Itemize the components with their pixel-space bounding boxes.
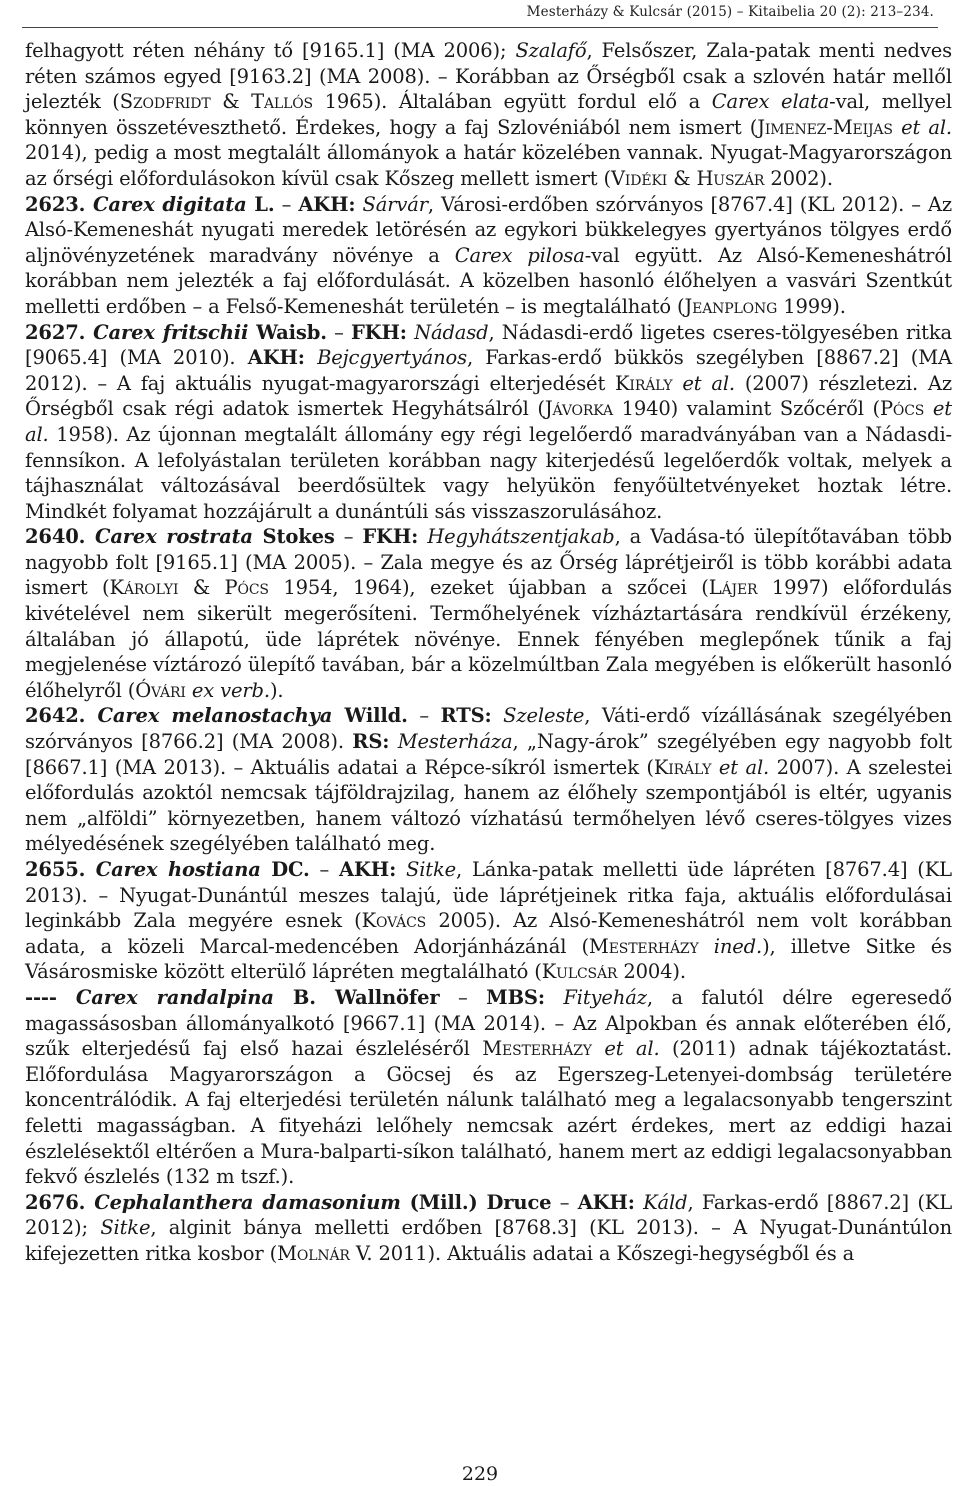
entry-2655: 2655. Carex hostiana DC. – AKH: Sitke, Lánka-patak melletti üde lápréten [8767.4] (KL 2013). – Nyugat-Dunántúl meszes talajú, üde láprétjeinek ritka faja, aktuális előfordulásai leginkább Zala megyére esnek (Kovács 2005). Az Alsó-Kemeneshátról nem volt korábban adata, a közeli Marcal-medencében Adorjánházánál (Mesterházy ined.), illetve Sitke és Vásárosmiske között elterülő lápréten megtalálható (Kulcsár 2004).: [25, 858, 952, 984]
header-divider: [22, 27, 938, 28]
entry-2642: 2642. Carex melanostachya Willd. – RTS: Szeleste, Váti-erdő vízállásának szegélyében szórványos [8766.2] (MA 2008). RS: Mesterháza, „Nagy-árok” szegélyében egy nagyobb folt [8667.1] (MA 2013). – Aktuális adatai a Répce-síkról ismertek (Király et al. 2007). A szelestei előfordulás azoktól nemcsak tájföldrajzilag, hanem az élőhely szempontjából is eltér, ugyanis nem „alföldi” környezetben, hanem változó vízhatású termőhelyen lévő cseres-tölgyes vizes mélyedésének szegélyében található meg.: [25, 704, 952, 856]
running-header: Mesterházy & Kulcsár (2015) – Kitaibelia 20 (2): 213–234.: [526, 4, 934, 20]
entry-2676: 2676. Cephalanthera damasonium (Mill.) Druce – AKH: Káld, Farkas-erdő [8867.2] (KL 2012); Sitke, alginit bánya melletti erdőben [8768.3] (KL 2013). – A Nyugat-Dunántúlon kifejezetten ritka kosbor (Molnár V. 2011). Aktuális adatai a Kőszegi-hegységből és a: [25, 1190, 953, 1265]
entry-2627: 2627. Carex fritschii Waisb. – FKH: Nádasd, Nádasdi-erdő ligetes cseres-tölgyesében ritka [9065.4] (MA 2010). AKH: Bejcgyertyános, Farkas-erdő bükkös szegélyben [8867.2] (MA 2012). – A faj aktuális nyugat-magyarországi elterjedését Király et al. (2007) részletezi. Az Őrségből csak régi adatok ismertek Hegyhátsálról (Jávorka 1940) valamint Szőcéről (Pócs et al. 1958). Az újonnan megtalált állomány egy régi legelőerdő maradványában van a Nádasdi-fennsíkon. A lefolyástalan területen korábban nagy kiterjedésű legelőerdők voltak, melyek a tájhasználat változásával beerdősültek vagy helyükön fenyőültetvényeket hoztak létre. Mindkét folyamat hozzájárult a dunántúli sás visszaszorulásához.: [25, 320, 953, 523]
entry-2623: 2623. Carex digitata L. – AKH: Sárvár, Városi-erdőben szórványos [8767.4] (KL 2012). – Az Alsó-Kemeneshát nyugati meredek letörésén az egykori bükkelegyes gyertyános tölgyes erdő aljnövényzetének maradvány növénye a Carex pilosa-val együtt. Az Alsó-Kemeneshátról korábban nem jelezték a faj előfordulását. A közelben hasonló élőhelyen a vasvári Szentkút melletti erdőben – a Felső-Kemeneshát területén – is megtalálható (Jeanplong 1999).: [25, 192, 952, 318]
page-number: 229: [461, 1463, 499, 1485]
paragraph-intro: felhagyott réten néhány tő [9165.1] (MA 2006); Szalafő, Felsőszer, Zala-patak menti nedves réten számos egyed [9163.2] (MA 2008). – Korábban az Őrségből csak a szlovén határ mellől jelezték (Szodfridt & Tallós 1965). Általában együtt fordul elő a Carex elata-val, mellyel könnyen összetéveszthető. Érdekes, hogy a faj Szlovéniából nem ismert (Jimenez-Meijas et al. 2014), pedig a most megtalált állományok a határ közelében vannak. Nyugat-Magyarországon az őrségi előfordulásokon kívül csak Kőszeg mellett ismert (Vidéki & Huszár 2002).: [25, 39, 953, 190]
entry-2640: 2640. Carex rostrata Stokes – FKH: Hegyhátszentjakab, a Vadása-tó ülepítőtavában több nagyobb folt [9165.1] (MA 2005). – Zala megye és az Őrség láprétjeiről is több korábbi adata ismert (Károlyi & Pócs 1954, 1964), ezeket újabban a szőcei (Lájer 1997) előfordulás kivételével nem sikerült megerősíteni. Termőhelyének vízháztartására rendkívül érzékeny, általában jó állapotú, üde láprétek növénye. Ennek fényében meglepőnek tűnik a faj megjelenése víztározó ülepítő tavában, bár a közelmúltban Zala megyében is előkerült hasonló élőhelyről (Óvári ex verb.).: [25, 525, 953, 702]
entry-randalpina: ---- Carex randalpina B. Wallnöfer – MBS: Fityeház, a falutól délre egeresedő magassásosban állományalkotó [9667.1] (MA 2014). – Az Alpokban és annak előterében élő, szűk elterjedésű faj első hazai észleléséről Mesterházy et al. (2011) adnak tájékoztatást. Előfordulása Magyarországon a Göcsej és az Egerszeg-Letenyei-dombság területére koncentrálódik. A faj elterjedési területén nálunk található meg a legalacsonyabb tengerszint feletti magasságban. A fityeházi lelőhely nemcsak azért érdekes, mert az eddigi hazai észlelésektől eltérően a Mura-balparti-síkon található, hanem mert az eddigi legalacsonyabban fekvő észlelés (132 m tszf.).: [25, 985, 952, 1189]
article-body: [25, 38, 952, 1267]
